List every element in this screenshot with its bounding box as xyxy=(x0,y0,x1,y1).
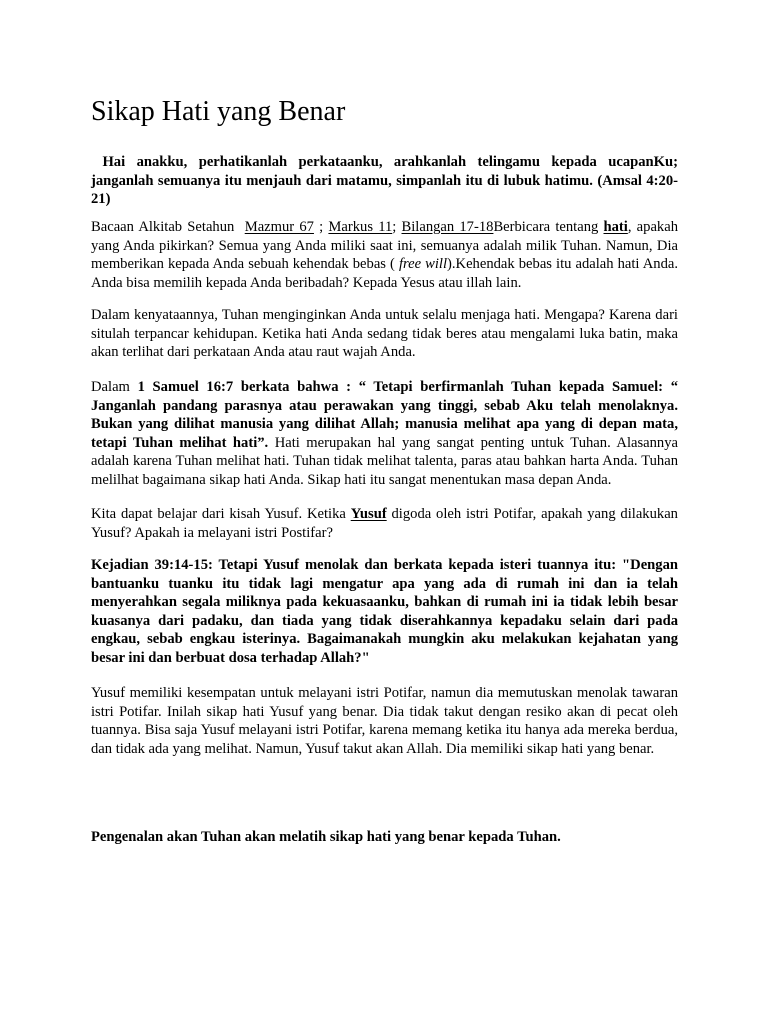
paragraph-text: Kita dapat belajar dari kisah Yusuf. Ketika xyxy=(91,506,351,522)
link-hati[interactable]: hati xyxy=(603,219,628,235)
link-markus-11[interactable]: Markus 11 xyxy=(328,219,393,235)
link-yusuf[interactable]: Yusuf xyxy=(350,506,387,522)
paragraph-kejadian-quote: Kejadian 39:14-15: Tetapi Yusuf menolak dan berkata kepada isteri tuannya itu: "Dengan bantuanku tuanku itu tidak lagi mengatur apa yang ada di rumah ini dan ia telah menyerahkan segala miliknya pada kekuasaanku, bahkan di rumah ini ia tidak lebih besar kuasanya dari padaku, dan tiada yang tidak diserahkannya kepadaku selain dari pada engkau, sebab engkau isterinya. Bagaimanakah mungkin aku melakukan kejahatan yang besar ini dan berbuat dosa terhadap Allah?" xyxy=(91,557,678,666)
free-will-text: free will xyxy=(398,256,448,273)
key-verse xyxy=(91,153,678,209)
reading-plan-intro: Bacaan Alkitab Setahun xyxy=(91,219,235,235)
paragraph-text: , apakah yang Anda pikirkan? Semua yang Anda miliki saat ini, semuanya adalah milik Tuhan. Namun, Dia memberikan kepada Anda sebuah kehendak bebas ( xyxy=(91,219,678,273)
paragraph-reading-plan xyxy=(91,218,678,292)
paragraph-text: digoda oleh istri Potifar, apakah yang dilakukan Yusuf? Apakah ia melayani istri Postifar? xyxy=(91,506,678,541)
separator-text: ; xyxy=(392,219,402,235)
paragraph-text: ).Kehendak bebas itu adalah hati Anda. Anda bisa memilih kepada Anda beribadah? Kepada Yesus atau illah lain. xyxy=(91,256,678,291)
paragraph-guard-heart: Dalam kenyataannya, Tuhan menginginkan Anda untuk selalu menjaga hati. Mengapa? Karena dari situlah terpancar kehidupan. Ketika hati Anda sedang tidak beres atau mengalami luka batin, maka akan terlihat dari perkataan Anda atau raut wajah Anda. xyxy=(91,307,678,361)
page-title: Sikap Hati yang Benar xyxy=(91,96,346,127)
paragraph-samuel xyxy=(91,378,678,490)
link-mazmur-67[interactable]: Mazmur 67 xyxy=(244,219,314,235)
paragraph-closing: Pengenalan akan Tuhan akan melatih sikap hati yang benar kepada Tuhan. xyxy=(91,829,561,845)
paragraph-yusuf-story xyxy=(91,505,678,542)
paragraph-text: Berbicara tentang xyxy=(493,219,604,235)
samuel-quote: 1 Samuel 16:7 berkata bahwa : “ Tetapi berfirmanlah Tuhan kepada Samuel: “ Janganlah pandang parasnya atau perawakan yang tinggi, sebab Aku telah menolaknya. Bukan yang dilihat manusia yang dilihat Allah; manusia melihat apa yang di depan mata, tetapi Tuhan melihat hati”. xyxy=(91,379,678,451)
paragraph-text: Hati merupakan hal yang sangat penting untuk Tuhan. Alasannya adalah karena Tuhan melihat hati. Tuhan tidak melihat talenta, paras atau bahkan harta Anda. Tuhan melilhat bagaimana sikap hati Anda. Sikap hati itu sangat menentukan masa depan Anda. xyxy=(91,434,678,488)
link-bilangan-17-18[interactable]: Bilangan 17-18 xyxy=(401,219,494,235)
paragraph-yusuf-decision: Yusuf memiliki kesempatan untuk melayani istri Potifar, namun dia memutuskan menolak tawaran istri Potifar. Inilah sikap hati Yusuf yang benar. Dia tidak takut dengan resiko akan di pecat oleh tuannya. Bisa saja Yusuf melayani istri Potifar, karena memang ketika itu hanya ada mereka berdua, dan tidak ada yang melihat. Namun, Yusuf takut akan Allah. Dia memiliki sikap hati yang benar. xyxy=(91,685,678,757)
key-verse-text: Hai anakku, perhatikanlah perkataanku, arahkanlah telingamu kepada ucapanKu; janganlah semuanya itu menjauh dari matamu, simpanlah itu di lubuk hatimu. (Amsal 4:20-21) xyxy=(91,154,678,208)
paragraph-text: Dalam xyxy=(91,379,138,395)
separator-text: ; xyxy=(313,219,329,235)
